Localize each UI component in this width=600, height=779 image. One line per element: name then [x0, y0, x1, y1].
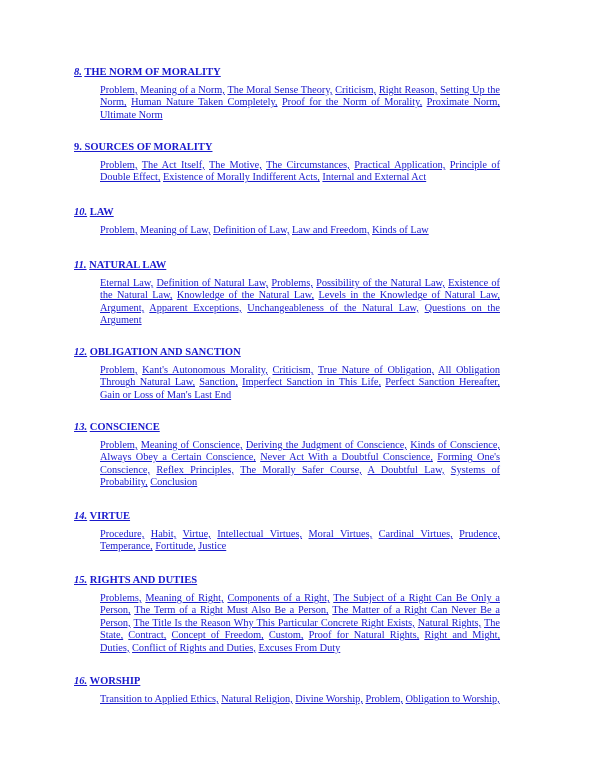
subtopic-link[interactable]: Reflex Principles, [156, 464, 234, 476]
section-title-link[interactable]: RIGHTS AND DUTIES [89, 575, 198, 586]
subtopic-link[interactable]: Natural Rights, [417, 617, 482, 629]
section-title-link[interactable]: LAW [89, 207, 114, 218]
subtopic-link[interactable]: Duties, [100, 642, 130, 654]
subtopic-links [100, 85, 500, 122]
subtopic-link[interactable]: Setting Up the Norm, [100, 85, 501, 109]
subtopic-link[interactable]: Definition of Natural Law, [156, 278, 269, 289]
subtopic-link[interactable]: Questions on the Argument [100, 302, 500, 327]
section-number-link[interactable]: 11. [74, 260, 87, 271]
subtopic-link[interactable]: Problem, [100, 440, 138, 451]
subtopic-link[interactable]: Fortitude, [155, 541, 196, 553]
subtopic-link[interactable]: Kinds of Law [372, 225, 429, 236]
section-number-link[interactable]: 15. [74, 575, 88, 586]
subtopic-link[interactable]: The State, [100, 617, 500, 642]
subtopic-link[interactable]: Excuses From Duty [258, 642, 341, 654]
section-heading [74, 574, 500, 587]
section-heading [74, 141, 500, 154]
subtopic-link[interactable]: Problem, [100, 85, 138, 96]
subtopic-link[interactable]: Temperance, [100, 541, 153, 553]
subtopic-link[interactable]: Proof for the Norm of Morality, [281, 97, 423, 109]
subtopic-link[interactable]: Deriving the Judgment of Conscience, [245, 440, 407, 451]
subtopic-link[interactable]: Problem, [100, 225, 138, 236]
section-number-link[interactable]: 12. [74, 347, 88, 358]
section-title-link[interactable]: NATURAL LAW [89, 260, 167, 271]
section-number-link[interactable]: 16. [74, 676, 88, 687]
subtopic-link[interactable]: Definition of Law, [213, 225, 290, 236]
subtopic-link[interactable]: The Circumstances, [266, 160, 350, 171]
subtopic-link[interactable]: Problems, [100, 593, 142, 604]
section-number-link[interactable]: 13. [74, 422, 88, 433]
subtopic-link[interactable]: Procedure, [100, 529, 145, 540]
subtopic-link[interactable]: The Title Is the Reason Why This Particular Concrete Right Exists, [133, 617, 415, 629]
subtopic-link[interactable]: Natural Religion, [221, 694, 293, 705]
subtopic-link[interactable]: Problem, [100, 365, 138, 376]
subtopic-link[interactable]: Meaning of Right, [145, 593, 224, 604]
section-12 [74, 346, 500, 402]
subtopic-link[interactable]: Meaning of a Norm, [140, 85, 225, 96]
section-title-link[interactable]: VIRTUE [89, 511, 131, 522]
subtopic-link[interactable]: Proximate Norm, [426, 97, 501, 109]
section-heading [74, 259, 500, 272]
subtopic-link[interactable]: Divine Worship, [295, 694, 363, 705]
section-heading [74, 346, 500, 359]
subtopic-link[interactable]: Kinds of Conscience, [410, 440, 500, 451]
section-title-link[interactable]: THE NORM OF MORALITY [84, 67, 221, 78]
subtopic-link[interactable]: The Motive, [209, 160, 262, 171]
subtopic-links [100, 440, 500, 490]
section-heading [74, 421, 500, 434]
subtopic-link[interactable]: Gain or Loss of Man's Last End [100, 389, 232, 401]
subtopic-link[interactable]: Obligation to Worship, [405, 694, 500, 705]
subtopic-link[interactable]: Intellectual Virtues, [217, 529, 303, 540]
subtopic-link[interactable]: Imperfect Sanction in This Life, [242, 377, 382, 389]
subtopic-link[interactable]: Existence of the Natural Law, [100, 278, 500, 302]
section-number-link[interactable]: 10. [74, 207, 88, 218]
subtopic-link[interactable]: The Matter of a Right Can Never Be a Person, [100, 605, 500, 629]
subtopic-link[interactable]: Human Nature Taken Completely, [131, 97, 278, 109]
subtopic-link[interactable]: Internal and External Act [322, 172, 427, 184]
subtopic-link[interactable]: True Nature of Obligation, [317, 365, 435, 376]
section-16 [74, 675, 500, 706]
subtopic-link[interactable]: The Morally Safer Course, [240, 464, 362, 476]
subtopic-link[interactable]: Practical Application, [354, 160, 446, 171]
subtopic-link[interactable]: All Obligation Through Natural Law, [100, 365, 500, 389]
section-13 [74, 421, 500, 490]
subtopic-link[interactable]: Kant's Autonomous Morality, [142, 365, 268, 376]
subtopic-link[interactable]: A Doubtful Law, [367, 464, 445, 476]
subtopic-link[interactable]: The Term of a Right Must Also Be a Person, [134, 605, 329, 617]
section-title-link[interactable]: CONSCIENCE [89, 422, 160, 433]
section-heading [74, 66, 500, 79]
subtopic-link[interactable]: Criticism, [335, 85, 377, 96]
section-10 [74, 206, 500, 237]
subtopic-links [100, 278, 500, 328]
subtopic-link[interactable]: Perfect Sanction Hereafter, [385, 377, 500, 389]
subtopic-link[interactable]: The Subject of a Right Can Be Only a Person, [100, 593, 500, 617]
subtopic-link[interactable]: Existence of Morally Indifferent Acts, [163, 172, 320, 184]
section-15 [74, 574, 500, 655]
subtopic-link[interactable]: Forming One's Conscience, [100, 452, 501, 476]
subtopic-link[interactable]: Virtue, [182, 529, 211, 540]
subtopic-link[interactable]: Systems of Probability, [100, 464, 501, 489]
subtopic-link[interactable]: Possibility of the Natural Law, [316, 278, 445, 289]
subtopic-link[interactable]: Prudence, [459, 529, 501, 540]
section-title-link[interactable]: OBLIGATION AND SANCTION [89, 347, 241, 358]
subtopic-link[interactable]: Problems, [271, 278, 313, 289]
section-14 [74, 510, 500, 554]
subtopic-link[interactable]: Meaning of Conscience, [140, 440, 243, 451]
subtopic-link[interactable]: Custom, [268, 630, 304, 642]
subtopic-link[interactable]: Criticism, [272, 365, 314, 376]
subtopic-link[interactable]: Conclusion [150, 477, 198, 489]
subtopic-links [100, 225, 500, 237]
section-heading [74, 206, 500, 219]
subtopic-link[interactable]: Apparent Exceptions, [149, 302, 242, 314]
subtopic-link[interactable]: Never Act With a Doubtful Conscience, [260, 452, 433, 464]
section-number-link[interactable]: 8. [74, 67, 82, 78]
subtopic-link[interactable]: Law and Freedom, [292, 225, 370, 236]
subtopic-link[interactable]: Unchangeableness of the Natural Law, [247, 302, 419, 314]
subtopic-link[interactable]: Levels in the Knowledge of Natural Law, [318, 290, 500, 302]
section-heading [74, 675, 500, 688]
subtopic-link[interactable]: Proof for Natural Rights, [308, 630, 420, 642]
subtopic-link[interactable]: The Act Itself, [141, 160, 205, 171]
subtopic-links [100, 593, 500, 655]
subtopic-links [100, 365, 500, 402]
subtopic-link[interactable]: Problem, [100, 160, 138, 171]
subtopic-links [100, 694, 500, 706]
subtopic-link[interactable]: Eternal Law, [100, 278, 154, 289]
subtopic-link[interactable]: Meaning of Law, [140, 225, 211, 236]
subtopic-link[interactable]: Principle of Double Effect, [100, 160, 501, 184]
subtopic-link[interactable]: Cardinal Virtues, [378, 529, 453, 540]
subtopic-link[interactable]: Concept of Freedom, [171, 630, 264, 642]
section-9 [74, 141, 500, 185]
subtopic-link[interactable]: Right and Might, [424, 630, 501, 642]
subtopic-link[interactable]: Justice [198, 541, 227, 553]
section-number-link[interactable]: 14. [74, 511, 88, 522]
subtopic-link[interactable]: Knowledge of the Natural Law, [176, 290, 315, 302]
subtopic-link[interactable]: The Moral Sense Theory, [227, 85, 333, 96]
subtopic-link[interactable]: Problem, [365, 694, 403, 705]
subtopic-link[interactable]: Components of a Right, [227, 593, 330, 604]
subtopic-link[interactable]: Contract, [128, 630, 167, 642]
subtopic-link[interactable]: Right Reason, [378, 85, 438, 96]
subtopic-link[interactable]: Transition to Applied Ethics, [100, 694, 219, 705]
section-8 [74, 66, 500, 122]
subtopic-link[interactable]: Habit, [150, 529, 177, 540]
subtopic-links [100, 529, 500, 554]
subtopic-link[interactable]: Argument, [100, 302, 145, 314]
subtopic-link[interactable]: Always Obey a Certain Conscience, [100, 452, 256, 464]
section-11 [74, 259, 500, 328]
subtopic-link[interactable]: Ultimate Norm [100, 109, 163, 121]
subtopic-link[interactable]: Moral Virtues, [308, 529, 373, 540]
subtopic-link[interactable]: Sanction, [199, 377, 238, 389]
section-title-link[interactable]: WORSHIP [89, 676, 141, 687]
section-heading [74, 510, 500, 523]
section-title-link[interactable]: 9. SOURCES OF MORALITY [74, 142, 213, 153]
subtopic-links [100, 160, 500, 185]
subtopic-link[interactable]: Conflict of Rights and Duties, [132, 642, 256, 654]
